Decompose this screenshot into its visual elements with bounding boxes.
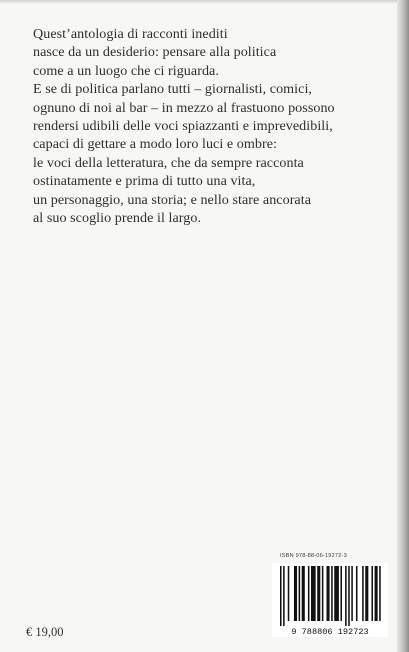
barcode-bar: [283, 566, 285, 626]
blurb-line: ognuno di noi al bar – in mezzo al frastuono possono: [33, 99, 335, 116]
blurb-line: E se di politica parlano tutti – giornalisti, comici,: [33, 81, 312, 98]
blurb-line: un personaggio, una storia; e nello stare ancorata: [33, 191, 312, 208]
isbn-barcode-block: [272, 553, 388, 637]
barcode-bar: [327, 566, 330, 621]
blurb-line: ostinatamente e prima di tutto una vita,: [33, 173, 256, 190]
blurb-line: come a un luogo che ci riguarda.: [33, 62, 219, 79]
barcode-graphic: [272, 563, 388, 637]
barcode-bars: [280, 566, 381, 626]
blurb-line: capaci di gettare a modo loro luci e ombre:: [33, 136, 277, 153]
barcode-bar: [348, 566, 350, 626]
blurb-text: [33, 25, 393, 227]
barcode-bar: [345, 566, 347, 626]
barcode-bar: [308, 566, 310, 621]
blurb-line: rendersi udibili delle voci spiazzanti e imprevedibili,: [33, 118, 333, 135]
barcode-bar: [294, 566, 297, 621]
barcode-bar: [340, 566, 342, 621]
barcode-bar: [356, 566, 358, 621]
barcode-bar: [311, 566, 316, 621]
barcode-digits: 9 788806 192723: [291, 627, 369, 637]
barcode-bar: [371, 566, 373, 621]
barcode-bar: [288, 566, 290, 621]
blurb-line: al suo scoglio prende il largo.: [33, 210, 202, 227]
barcode-bar: [322, 566, 324, 621]
barcode-bar: [299, 566, 301, 621]
barcode-bar: [365, 566, 368, 621]
barcode-bar: [302, 566, 305, 621]
barcode-bar: [362, 566, 364, 621]
blurb-line: nasce da un desiderio: pensare alla politica: [33, 44, 277, 61]
barcode-bar: [331, 566, 333, 621]
barcode-bar: [351, 566, 353, 621]
barcode-bar: [280, 566, 282, 626]
spine-edge-shadow: [397, 0, 409, 652]
barcode-bar: [334, 566, 339, 621]
top-edge-shadow: [0, 0, 409, 4]
price-label: € 19,00: [26, 625, 64, 639]
barcode: [272, 563, 388, 637]
barcode-bar: [375, 566, 378, 621]
barcode-bar: [379, 566, 381, 621]
blurb-line: Quest’antologia di racconti inediti: [33, 26, 228, 42]
blurb-line: le voci della letteratura, che da sempre racconta: [33, 154, 304, 171]
barcode-bar: [317, 566, 320, 621]
isbn-label: ISBN 978-88-06-19272-3: [280, 553, 347, 559]
